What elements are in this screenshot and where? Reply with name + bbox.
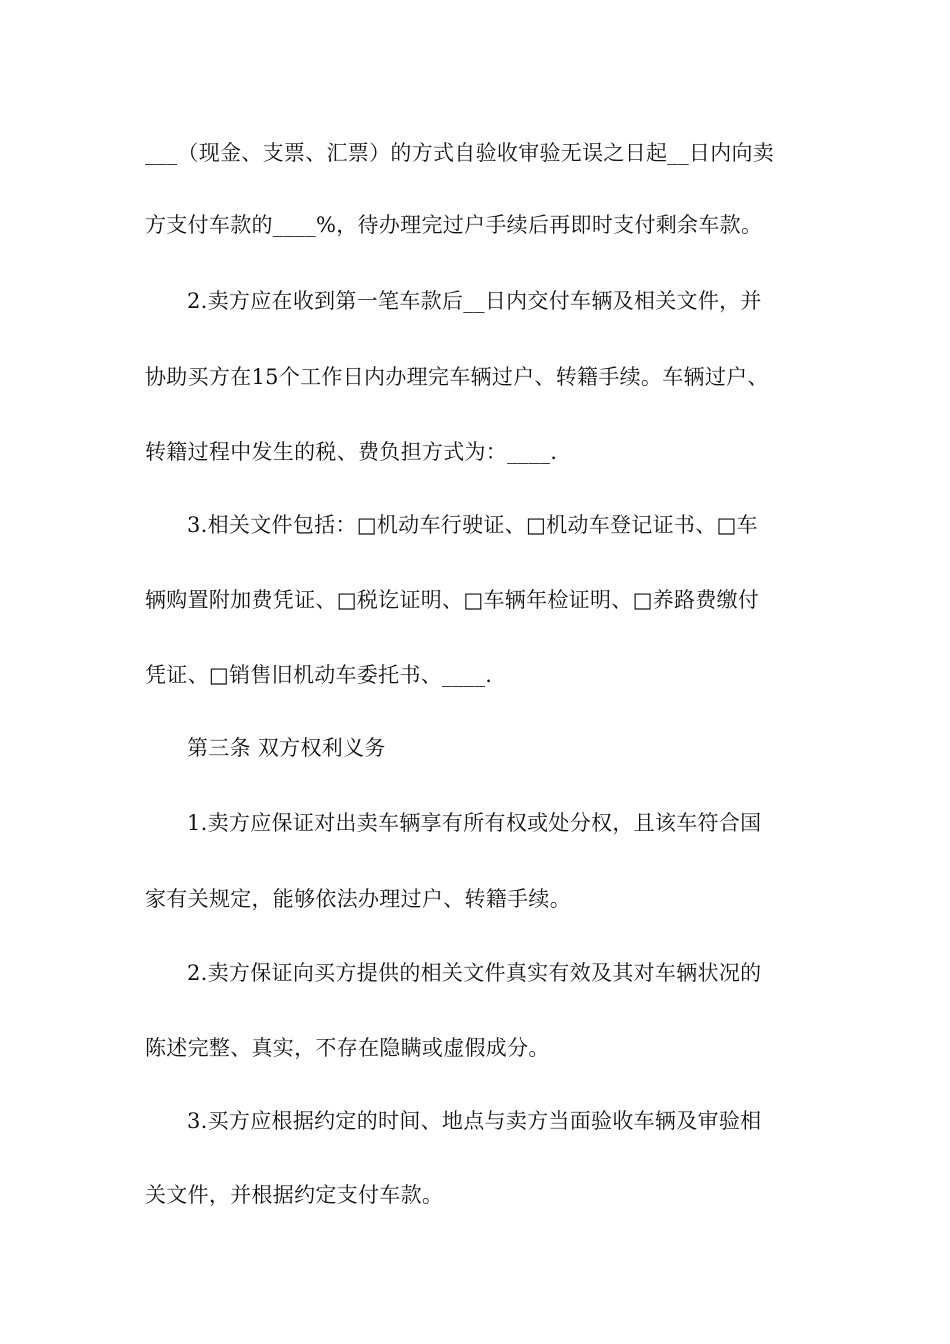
paragraph-line: 辆购置附加费凭证、□税讫证明、□车辆年检证明、□养路费缴付 bbox=[145, 588, 760, 612]
paragraph-line: 协助买方在15个工作日内办理完车辆过户、转籍手续。车辆过户、 bbox=[145, 365, 769, 389]
paragraph-line: 2.卖方应在收到第一笔车款后__日内交付车辆及相关文件，并 bbox=[187, 289, 762, 313]
paragraph-line: 3.相关文件包括：□机动车行驶证、□机动车登记证书、□车 bbox=[187, 513, 758, 537]
section-heading: 第三条 双方权利义务 bbox=[187, 736, 386, 760]
paragraph-line: 2.卖方保证向买方提供的相关文件真实有效及其对车辆状况的 bbox=[187, 961, 762, 985]
paragraph-line: 1.卖方应保证对出卖车辆享有所有权或处分权，且该车符合国 bbox=[187, 811, 762, 835]
paragraph-line: 凭证、□销售旧机动车委托书、____. bbox=[145, 663, 493, 687]
paragraph-line: 家有关规定，能够依法办理过户、转籍手续。 bbox=[145, 887, 571, 911]
paragraph-line: 转籍过程中发生的税、费负担方式为：____. bbox=[145, 440, 558, 464]
paragraph-line: 3.买方应根据约定的时间、地点与卖方当面验收车辆及审验相 bbox=[187, 1109, 762, 1133]
paragraph-line: 陈述完整、真实，不存在隐瞒或虚假成分。 bbox=[145, 1036, 550, 1060]
paragraph-line: 方支付车款的____%，待办理完过户手续后再即时支付剩余车款。 bbox=[145, 213, 763, 237]
paragraph-line: ___（现金、支票、汇票）的方式自验收审验无误之日起__日内向卖 bbox=[145, 141, 775, 165]
paragraph-line: 关文件，并根据约定支付车款。 bbox=[145, 1183, 444, 1207]
